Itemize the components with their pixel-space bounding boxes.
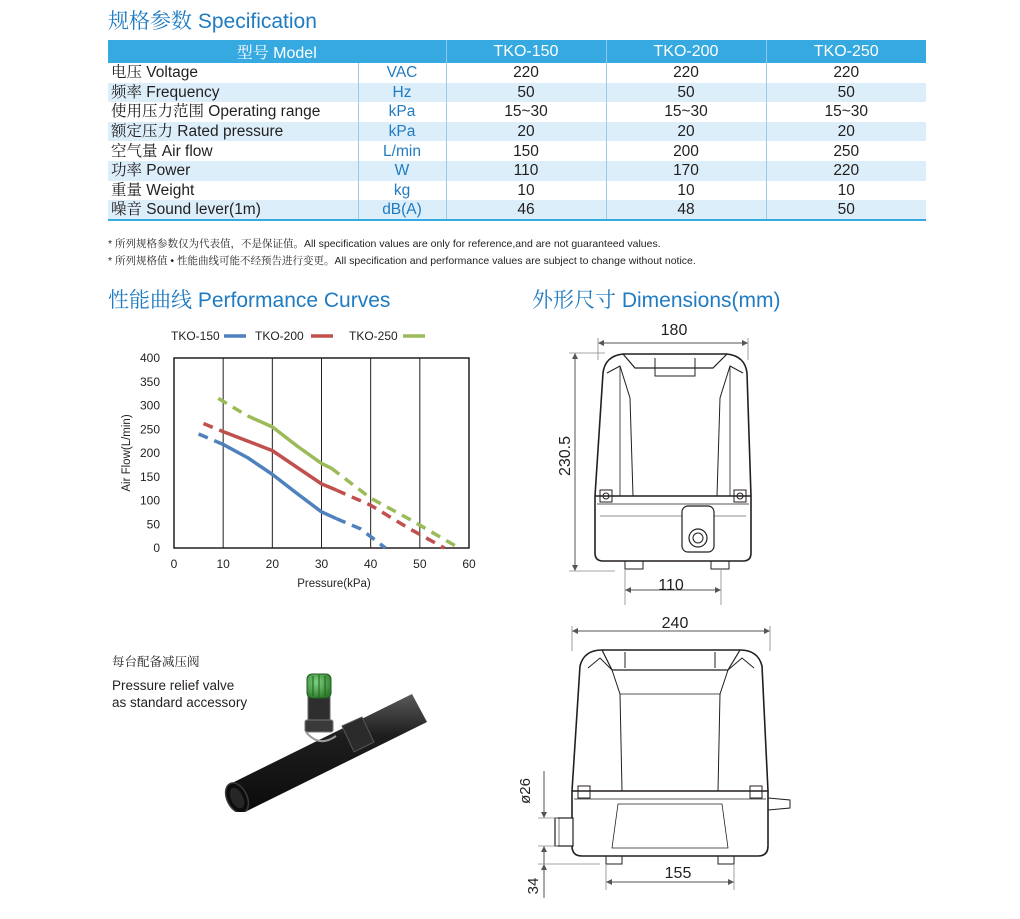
param-value: 15~30	[606, 102, 766, 122]
table-row	[108, 141, 926, 161]
x-tick-label: 0	[170, 557, 178, 571]
param-unit: W	[358, 161, 446, 181]
y-tick-label: 350	[139, 374, 160, 389]
x-tick-labels	[171, 557, 476, 571]
y-tick-label: 0	[153, 541, 160, 555]
param-unit: L/min	[358, 141, 446, 161]
x-axis-label: Pressure(kPa)	[297, 578, 371, 590]
table-row	[108, 181, 926, 201]
param-value: 50	[766, 83, 926, 103]
y-tick-label: 150	[139, 469, 160, 484]
table-row	[108, 122, 926, 142]
param-value: 220	[766, 161, 926, 181]
param-unit: Hz	[358, 83, 446, 103]
dimensions-title: 外形尺寸 Dimensions(mm)	[532, 289, 781, 312]
param-value: 220	[833, 64, 860, 82]
side-fitting	[768, 798, 790, 810]
foot	[711, 561, 729, 569]
relief-valve-image	[212, 662, 442, 812]
param-value: 50	[766, 200, 926, 220]
param-unit: kPa	[358, 122, 446, 142]
param-value: 220	[446, 63, 606, 83]
param-value: 48	[606, 200, 766, 220]
param-value: 46	[446, 200, 606, 220]
series-dashed-start	[204, 424, 224, 432]
param-value: 250	[833, 142, 860, 160]
table-row	[108, 83, 926, 103]
param-value: 20	[446, 122, 606, 142]
param-name: 空气量 Air flow	[111, 142, 213, 160]
model-header-cell: TKO-200	[606, 40, 766, 63]
param-name: 频率 Frequency	[108, 83, 358, 103]
param-value: 10	[446, 181, 606, 201]
spec-title: 规格参数 Specification	[108, 10, 317, 33]
param-value: 50	[606, 83, 766, 103]
dim-width-label: 240	[661, 615, 689, 632]
foot	[718, 856, 734, 864]
param-value: 50	[446, 83, 606, 103]
param-value: 10	[606, 181, 766, 201]
param-name: 使用压力范围 Operating range	[111, 103, 321, 121]
curves-title: 性能曲线 Performance Curves	[108, 289, 391, 312]
table-row	[108, 102, 926, 122]
foot	[625, 561, 643, 569]
series-dashed-tail	[336, 490, 444, 548]
inlet-port	[555, 818, 573, 846]
accessory-label-en-line: Pressure relief valve	[112, 678, 235, 693]
param-name: 噪音 Sound lever(1m)	[108, 200, 358, 220]
legend-label: TKO-200	[255, 329, 304, 343]
x-tick-label: 40	[363, 557, 378, 571]
spec-header-row	[108, 40, 926, 63]
legend-label: TKO-150	[171, 329, 220, 343]
model-header-cell: TKO-250	[766, 40, 926, 63]
dim-width-label: 180	[660, 322, 688, 339]
pump-body	[595, 354, 751, 561]
series-dashed-tail	[336, 519, 385, 548]
param-value: 150	[446, 141, 606, 161]
accessory-label-en-line: as standard accessory	[112, 695, 248, 710]
param-unit: VAC	[358, 63, 446, 83]
accessory-label-cn: 每台配备减压阀	[112, 655, 200, 669]
grid	[223, 358, 420, 548]
x-tick-label: 50	[413, 557, 427, 571]
y-tick-label: 250	[139, 422, 160, 437]
param-value: 170	[606, 161, 766, 181]
param-name: 电压 Voltage	[111, 64, 199, 82]
x-tick-label: 20	[265, 557, 280, 571]
dim-arrows	[541, 864, 547, 870]
param-value: 110	[446, 161, 606, 181]
param-unit: kg	[358, 181, 446, 201]
y-tick-label: 200	[139, 446, 160, 460]
dim-height-label: 230.5	[557, 435, 574, 477]
dim-base-label: 110	[658, 577, 684, 594]
note-line-1	[108, 236, 661, 251]
param-value: 220	[606, 63, 766, 83]
param-value: 15~30	[824, 103, 869, 121]
param-value: 20	[606, 122, 766, 142]
table-row	[108, 200, 926, 220]
model-header: 型号 Model	[108, 40, 446, 63]
param-unit: dB(A)	[358, 200, 446, 220]
x-tick-label: 30	[314, 557, 329, 571]
y-axis-label: Air Flow(L/min)	[121, 414, 133, 492]
spec-table	[108, 40, 926, 221]
param-name: 重量 Weight	[111, 181, 195, 199]
param-unit: kPa	[358, 102, 446, 122]
dim-port-label: ø26	[517, 778, 534, 804]
param-value: 200	[606, 141, 766, 161]
model-header-cell: TKO-150	[446, 40, 606, 63]
note-marker: *	[108, 238, 113, 250]
note-text: 所列规格参数仅为代表值，不是保证值。All specification values are only for reference,and are not guaranteed values.	[115, 238, 661, 250]
table-row	[108, 161, 926, 181]
series-dashed-tail	[331, 468, 459, 548]
y-tick-label: 400	[139, 351, 160, 365]
param-value: 20	[766, 122, 926, 142]
pump-body	[572, 650, 768, 856]
series-dashed-start	[199, 434, 224, 444]
note-text: 所列规格值 • 性能曲线可能不经预告进行变更。All specification and performance values are subject to change without notice.	[115, 255, 696, 267]
x-tick-label: 60	[462, 557, 476, 571]
x-tick-label: 10	[216, 557, 230, 571]
note-line-2	[108, 253, 696, 268]
valve-nut	[305, 720, 333, 732]
param-name: 额定压力 Rated pressure	[108, 122, 358, 142]
front-view-drawing	[545, 318, 785, 610]
foot	[606, 856, 622, 864]
param-value: 15~30	[446, 102, 606, 122]
side-view-drawing	[500, 606, 810, 912]
legend-label: TKO-250	[349, 329, 398, 343]
dim-base-label: 155	[664, 865, 692, 882]
param-value: 10	[837, 181, 855, 199]
y-tick-labels	[140, 351, 160, 555]
param-name: 功率 Power	[108, 161, 358, 181]
table-row	[108, 63, 926, 83]
performance-chart	[100, 318, 500, 598]
y-tick-label: 300	[139, 398, 160, 413]
note-marker: *	[108, 255, 113, 267]
y-tick-label: 50	[146, 517, 160, 532]
y-tick-label: 100	[139, 493, 160, 508]
dim-port-height-label: 34	[525, 877, 542, 895]
